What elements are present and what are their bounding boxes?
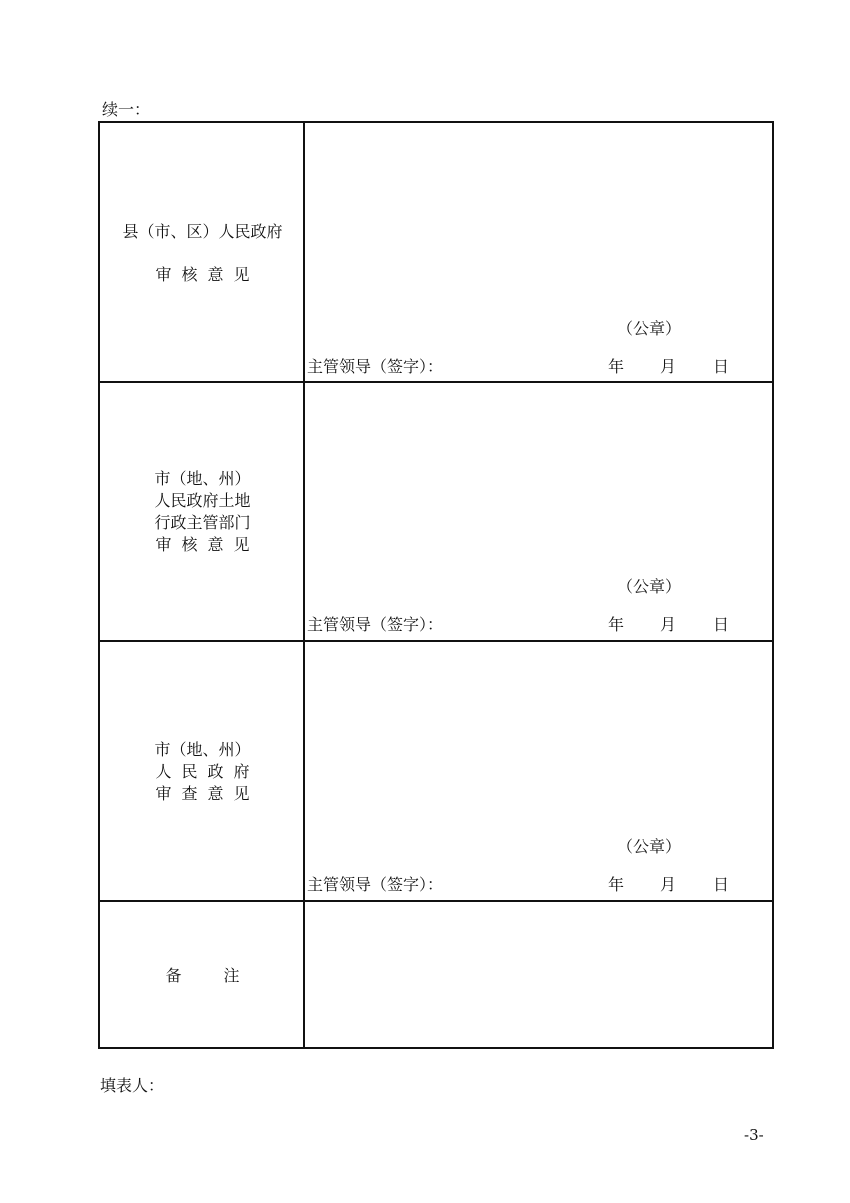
approval-form-table <box>98 121 774 1049</box>
county-review-day: 日 <box>713 357 730 376</box>
remarks-label-cell <box>100 902 305 1047</box>
land-dept-review-label-cell <box>100 383 305 640</box>
county-review-seal: （公章） <box>617 319 682 338</box>
land-dept-review-label-line-3: 行政主管部门 <box>154 513 251 532</box>
continued-label: 续一： <box>102 100 151 119</box>
prefecture-review-label-line-2: 人民政府 <box>155 762 260 781</box>
land-dept-review-day: 日 <box>713 615 730 634</box>
prefecture-review-day: 日 <box>713 875 730 894</box>
land-dept-review-label-line-2: 人民政府土地 <box>154 491 251 510</box>
land-dept-review-label-line-4: 审核意见 <box>155 535 260 554</box>
county-review-label-line-1: 县（市、区）人民政府 <box>122 222 283 241</box>
prefecture-review-sign-label: 主管领导（签字）： <box>307 875 444 894</box>
county-review-year: 年 <box>608 357 625 376</box>
remarks-cell[interactable] <box>305 902 772 1047</box>
remarks-row <box>100 902 772 1047</box>
county-review-sign-label: 主管领导（签字）： <box>307 357 444 376</box>
county-review-label-line-2: 审核意见 <box>155 265 260 284</box>
land-dept-review-year: 年 <box>608 615 625 634</box>
prefecture-review-row <box>100 642 772 902</box>
land-dept-review-sign-label: 主管领导（签字）： <box>307 615 444 634</box>
land-dept-review-seal: （公章） <box>617 577 682 596</box>
prefecture-review-opinion-cell[interactable] <box>305 642 772 900</box>
prefecture-review-year: 年 <box>608 875 625 894</box>
land-dept-review-opinion-cell[interactable] <box>305 383 772 640</box>
prefecture-review-label-line-3: 审查意见 <box>155 784 260 803</box>
page-number: -3- <box>744 1126 764 1144</box>
county-review-label-cell <box>100 123 305 381</box>
remarks-label: 备注 <box>165 966 282 985</box>
prefecture-review-label-cell <box>100 642 305 900</box>
prefecture-review-label-line-1: 市（地、州） <box>154 740 251 759</box>
prefecture-review-month: 月 <box>660 875 677 894</box>
county-review-opinion-cell[interactable] <box>305 123 772 381</box>
county-review-row <box>100 123 772 383</box>
county-review-month: 月 <box>660 357 677 376</box>
filler-label: 填表人： <box>100 1076 165 1095</box>
land-dept-review-row <box>100 383 772 642</box>
prefecture-review-seal: （公章） <box>617 837 682 856</box>
land-dept-review-month: 月 <box>660 615 677 634</box>
land-dept-review-label-line-1: 市（地、州） <box>154 469 251 488</box>
